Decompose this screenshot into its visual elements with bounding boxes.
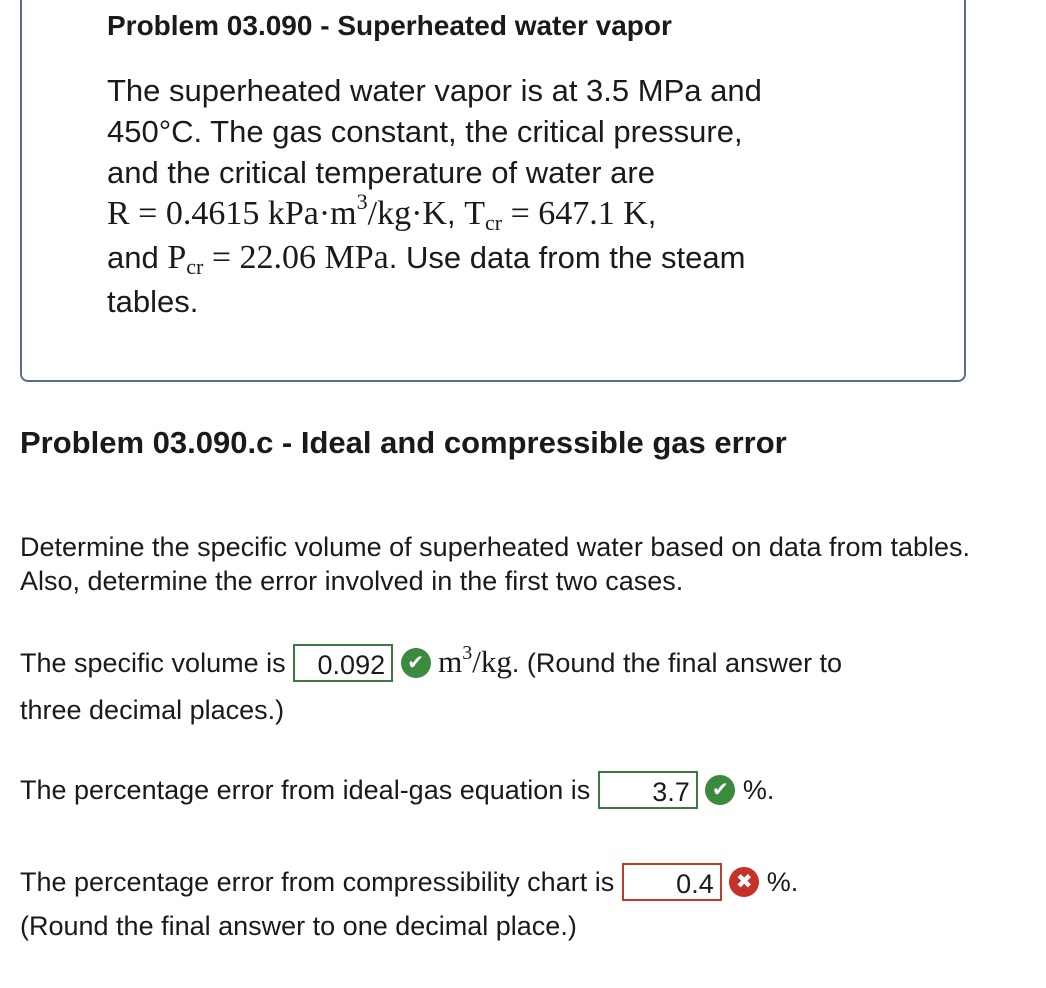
unit-base: m	[438, 644, 463, 679]
question-prefix: The percentage error from compressibility chart is	[20, 867, 622, 897]
question-ideal-gas-error	[20, 768, 774, 812]
part-instructions: Determine the specific volume of superheated water based on data from tables. Also, determine the error involved in the first two cases.	[20, 532, 971, 596]
statement-line-2: 450°C. The gas constant, the critical pressure,	[107, 114, 743, 149]
question-line-1	[20, 860, 798, 904]
cross-icon: ✖	[729, 867, 759, 897]
problem-title: Problem 03.090 - Superheated water vapor	[107, 10, 672, 41]
question-suffix: . (Round the final answer to	[511, 648, 843, 678]
check-icon: ✔	[705, 775, 735, 805]
specific-volume-answer-input[interactable]: 0.092	[293, 644, 393, 682]
question-specific-volume	[20, 640, 842, 732]
check-icon: ✔	[401, 648, 431, 678]
question-compressibility-error	[20, 860, 798, 948]
percent-suffix: %.	[742, 775, 775, 805]
question-prefix: The specific volume is	[20, 648, 294, 678]
statement-line-1: The superheated water vapor is at 3.5 MPa and	[107, 73, 762, 108]
gas-constant-unit: /kg·K	[367, 195, 447, 232]
problem-statement	[107, 70, 927, 322]
question-line-2: three decimal places.)	[20, 695, 285, 725]
statement-line-4	[107, 189, 927, 237]
critical-pressure-subscript: cr	[186, 254, 204, 279]
gas-constant-expression: R = 0.4615 kPa·m	[107, 195, 357, 232]
question-line-1	[20, 640, 842, 688]
part-title: Problem 03.090.c - Ideal and compressible gas error	[20, 425, 787, 460]
critical-pressure-symbol: P	[167, 239, 187, 276]
statement-line-5-tail: . Use data from the steam	[388, 240, 746, 275]
percent-suffix: %.	[766, 867, 799, 897]
separator-comma: ,	[647, 196, 657, 231]
critical-pressure-value: = 22.06 MPa	[203, 239, 389, 276]
unit-tail: /kg	[472, 644, 512, 679]
question-line-2: (Round the final answer to one decimal place.)	[20, 911, 577, 941]
statement-line-3: and the critical temperature of water are	[107, 155, 655, 190]
ideal-gas-error-answer-input[interactable]: 3.7	[598, 771, 698, 809]
unit-exponent: 3	[462, 642, 473, 664]
compressibility-error-answer-input[interactable]: 0.4	[622, 863, 722, 901]
critical-temperature-subscript: cr	[484, 210, 503, 235]
question-prefix: The percentage error from ideal-gas equation is	[20, 775, 598, 805]
gas-constant-exponent: 3	[356, 189, 368, 214]
statement-line-5	[107, 237, 927, 281]
statement-line-6: tables.	[107, 284, 199, 319]
and-text: and	[107, 240, 168, 275]
critical-temperature-value: = 647.1 K	[502, 195, 648, 232]
separator-comma: ,	[446, 196, 465, 231]
critical-temperature-symbol: T	[464, 195, 485, 232]
